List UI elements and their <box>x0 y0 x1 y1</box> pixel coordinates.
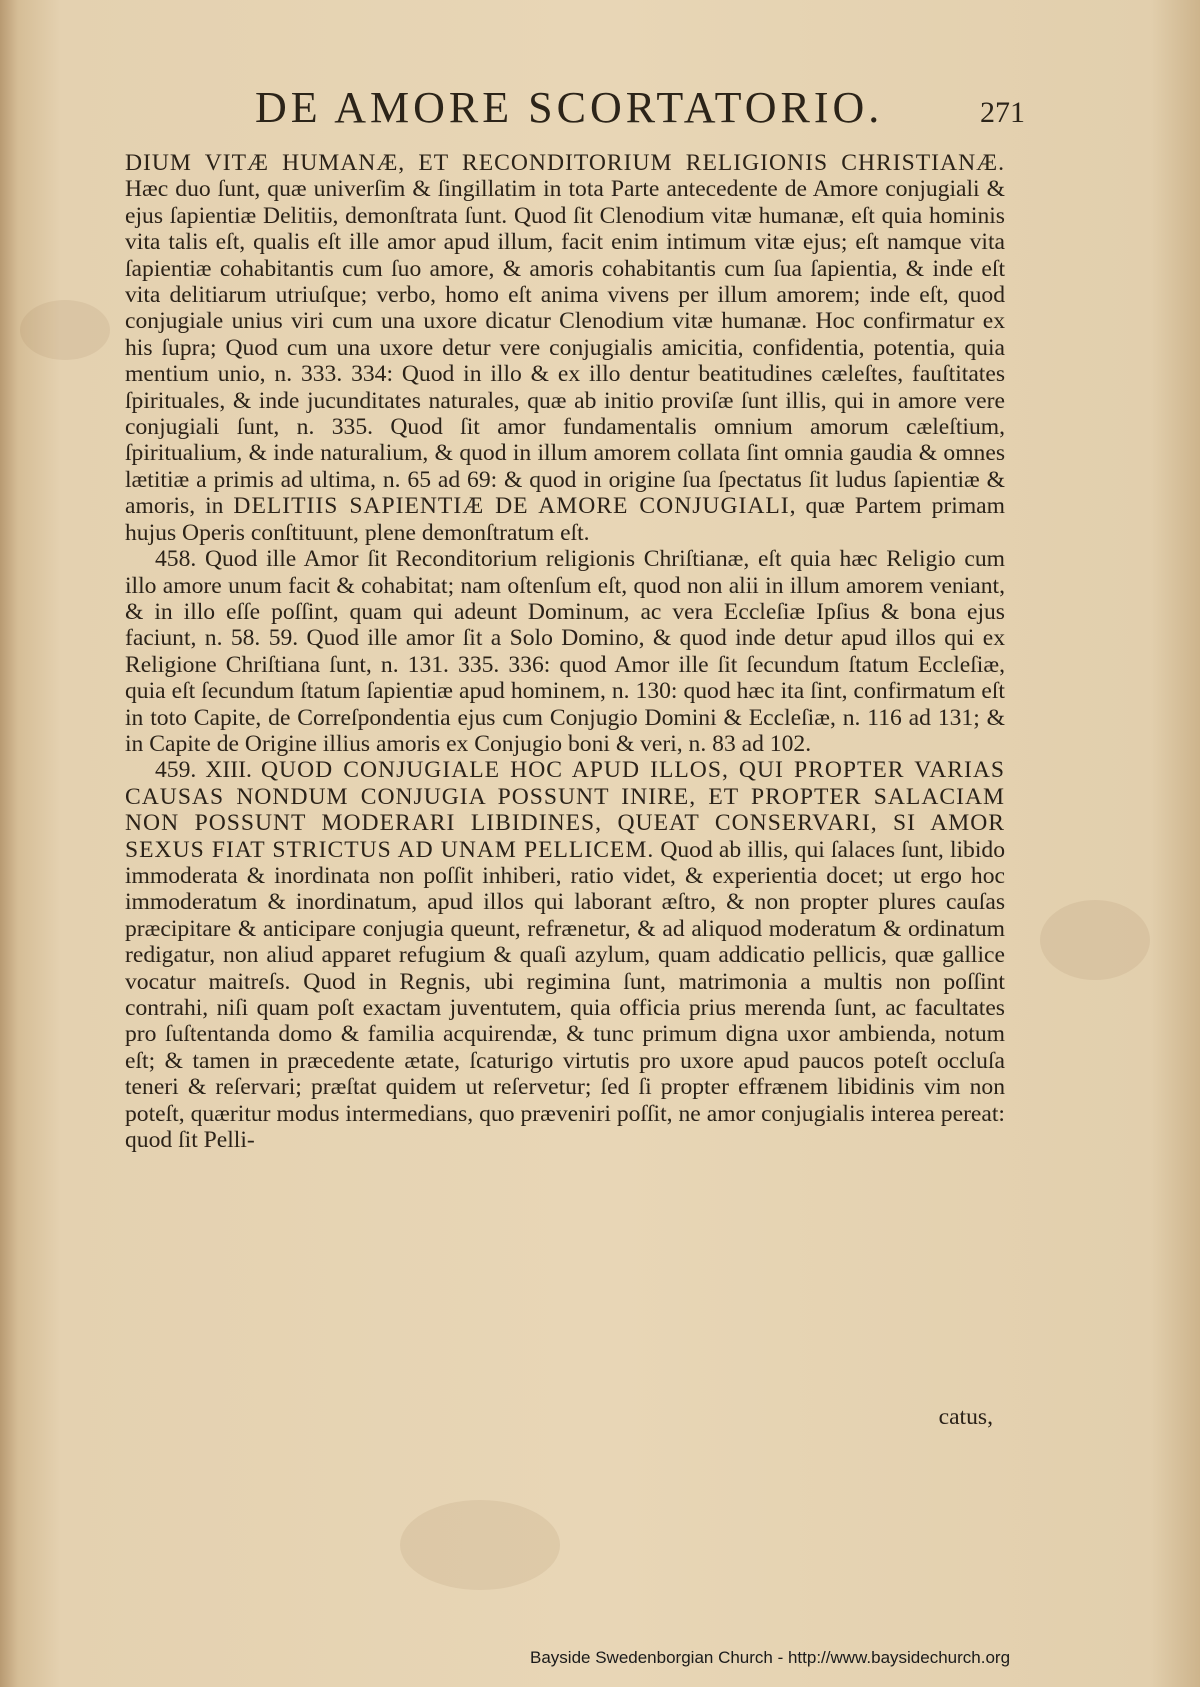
paper-stain <box>1040 900 1150 980</box>
paragraph-458 <box>125 546 1005 757</box>
paragraph-continuation <box>125 150 1005 546</box>
inline-small-caps: DELITIIS SAPIENTIÆ DE AMORE CONJUGIALI <box>233 493 790 520</box>
page-header <box>255 82 1025 142</box>
section-heading: QUOD CONJUGIALE HOC APUD ILLOS, QUI PROPTER VARIAS CAUSAS NONDUM CONJUGIA POSSUNT INIRE, ET PROPTER SALACIAM NON POSSUNT MODERARI LIBIDINES, QUEAT CONSERVARI, SI AMOR SEXUS FIAT STRICTUS AD UNAM PELLICEM. <box>125 757 1006 863</box>
section-number: 459. XIII. <box>155 757 252 784</box>
paper-stain <box>20 300 110 360</box>
paragraph-459 <box>125 757 1005 1153</box>
body-text <box>125 150 1005 1153</box>
running-title: DE AMORE SCORTATORIO. <box>255 83 884 132</box>
paragraph-text: 458. Quod ille Amor ſit Reconditorium religionis Chriſtianæ, eſt quia hæc Religio cum illo amore unum facit & cohabitat; nam oſtenſum eſt, quod non alii in illum amorem veniant, & in illo eſſe poſſint, quam qui adeunt Dominum, ac vera Eccleſiæ Ipſius & bona ejus faciunt, n. 58. 59. Quod ille amor ſit a Solo Domino, & quod inde detur apud illos qui ex Religione Chriſtiana ſunt, n. 131. 335. 336: quod Amor ille ſit ſecundum ſtatum Eccleſiæ, quia eſt ſecundum ſtatum ſapientiæ apud hominem, n. 130: quod hæc ita ſint, confirmatum eſt in toto Capite, de Correſpondentia ejus cum Conjugio Domini & Eccleſiæ, n. 116 ad 131; & in Capite de Origine illius amoris ex Conjugio boni & veri, n. 83 ad 102. <box>125 546 1005 757</box>
catchword: catus, <box>938 1404 993 1430</box>
paragraph-text: Quod ab illis, qui ſalaces ſunt, libido immoderata & inordinata non poſſit inhiberi, ratio videt, & experientia docet; ut ergo hoc immoderatum & inordinatum, apud illos qui laborant æſtro, & non propter plures cauſas præcipitare & anticipare conjugia queunt, refrænetur, & ad aliquod moderatum & ordinatum redigatur, non aliud apparet refugium & quaſi azylum, quam addicatio pellicis, quæ gallice vocatur maitreſs. Quod in Regnis, ubi regimina ſunt, matrimonia a multis non poſſint contrahi, niſi quam poſt exactam juventutem, quia officia prius merenda ſunt, ac facultates pro ſuſtentanda domo & familia acquirendæ, & tunc primum digna uxor ambienda, notum eſt; & tamen in præcedente ætate, ſcaturigo virtutis pro uxore apud paucos poteſt occluſa teneri & reſervari; præſtat quidem ut reſervetur; ſed ſi propter effrænem libidinis vim non poteſt, quæritur modus intermedians, quo præveniri poſſit, ne amor conjugialis interea pereat: quod ſit Pelli- <box>125 836 1005 1154</box>
paper-stain <box>400 1500 560 1590</box>
paragraph-text-end: , quæ Partem primam hujus Operis conſtituunt, plene demonſtratum eſt. <box>125 493 1006 546</box>
footer-credit: Bayside Swedenborgian Church - http://www.baysidechurch.org <box>530 1648 1011 1667</box>
paragraph-text: Hæc duo ſunt, quæ univerſim & ſingillatim in tota Parte antecedente de Amore conjugiali & ejus ſapientiæ Delitiis, demonſtrata ſunt. Quod ſit Clenodium vitæ humanæ, eſt quia hominis vita talis eſt, qualis eſt ille amor apud illum, facit enim intimum vitæ ejus; eſt namque vita ſapientiæ cohabitantis cum ſuo amore, & amoris cohabitantis cum ſua ſapientia, & inde eſt vita delitiarum utriuſque; verbo, homo eſt anima vivens per illum amorem; inde eſt, quod conjugiale unius viri cum una uxore dicatur Clenodium vitæ humanæ. Hoc confirmatur ex his ſupra; Quod cum una uxore detur vere conjugialis amicitia, confidentia, potentia, quia mentium unio, n. 333. 334: Quod in illo & ex illo dentur beatitudines cæleſtes, fauſtitates ſpirituales, & inde jucunditates naturales, quæ ab initio proviſæ ſunt illis, qui in amore vere conjugiali ſunt, n. 335. Quod ſit amor fundamentalis omnium amorum cæleſtium, ſpiritualium, & inde naturalium, & quod in illum amorem collata ſint omnia gaudia & omnes lætitiæ a primis ad ultima, n. 65 ad 69: & quod in origine ſua ſpectatus ſit ludus ſapientiæ & amoris, in <box>125 176 1005 520</box>
page-number: 271 <box>980 96 1025 129</box>
lead-small-caps: DIUM VITÆ HUMANÆ, ET RECONDITORIUM RELIGIONIS CHRISTIANÆ. <box>125 150 1005 176</box>
